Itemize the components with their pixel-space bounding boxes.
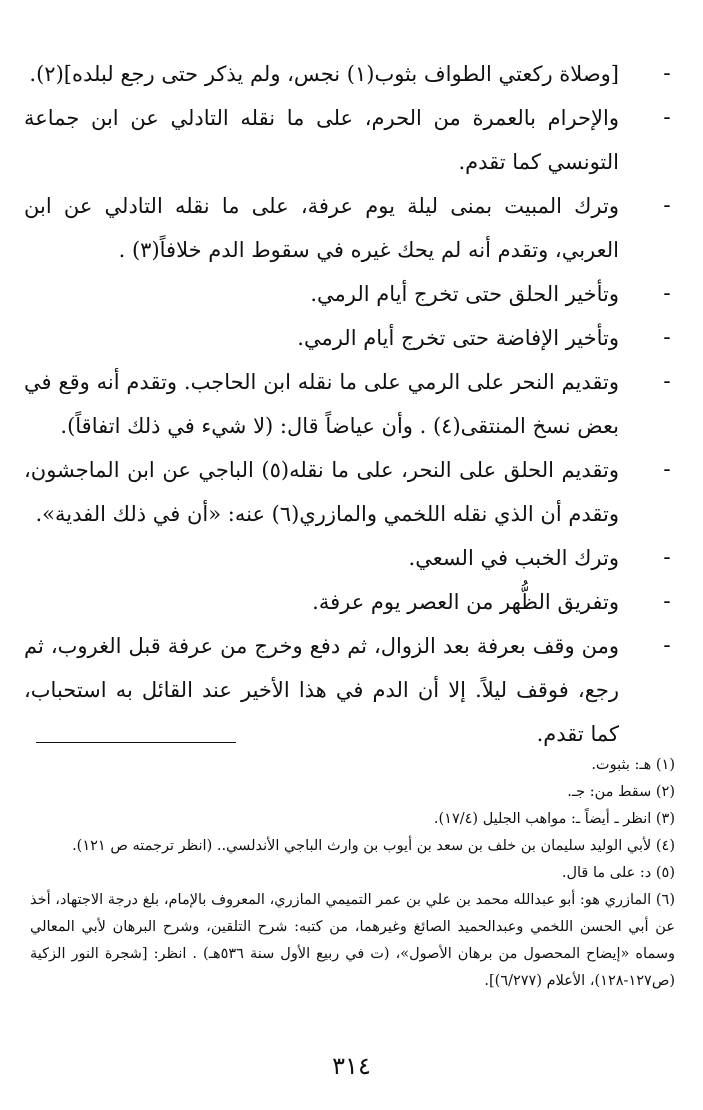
item-text: والإحرام بالعمرة من الحرم، على ما نقله التادلي عن ابن جماعة التونسي كما تقدم. [24,106,619,174]
item-text: وتقديم الحلق على النحر، على ما نقله(٥) الباجي عن ابن الماجشون، وتقدم أن الذي نقله اللخمي والمازري(٦) عنه: «أن في ذلك الفدية». [24,458,619,526]
footnote: (١) هـ: بثبوت. [591,757,675,773]
item-text: [وصلاة ركعتي الطواف بثوب(١) نجس، ولم يذكر حتى رجع لبلده](٢). [29,62,619,86]
list-item [24,272,671,316]
bullet-dash: - [663,281,671,306]
footnote: (٥) د: على ما قال. [561,865,675,881]
list-item [24,184,671,272]
list-item [24,52,671,96]
page-number: ٣١٤ [332,1052,371,1080]
footnote-separator [36,742,236,743]
list-item [24,448,671,536]
item-text: وتأخير الإفاضة حتى تخرج أيام الرمي. [297,326,619,350]
list-item [24,96,671,184]
bullet-dash: - [663,369,671,394]
footnotes [30,752,675,995]
item-text: ومن وقف بعرفة بعد الزوال، ثم دفع وخرج من عرفة قبل الغروب، ثم رجع، فوقف ليلاً. إلا أن الدم في هذا الأخير عند القائل به استحباب، كما تقدم. [24,634,619,746]
item-text: وتقديم النحر على الرمي على ما نقله ابن الحاجب. وتقدم أنه وقع في بعض نسخ المنتقى(٤) . وأن عياضاً قال: (لا شيء في ذلك اتفاقاً). [24,370,619,438]
footnote: (٢) سقط من: جـ. [567,784,675,800]
footnote: (٦) المازري هو: أبو عبدالله محمد بن علي بن عمر التميمي المازري، المعروف بالإمام، بلغ درجة الاجتهاد، أخذ عن أبي الحسن اللخمي وعبدالحميد الصائغ وغيرهما، من كتبه: شرح التلقين، وشرح البرهان لأبي المعالي وسماه «إيضاح المحصول من برهان الأصول»، (ت في ربيع الأول سنة ٥٣٦هـ) . انظر: [شجرة النور الزكية (ص١٢٧-١٢٨)، الأعلام (٦/٢٧٧)]. [30,892,675,989]
list-item [24,580,671,624]
footnote: (٣) انظر ـ أيضاً ـ: مواهب الجليل (١٧/٤). [433,811,675,827]
item-text: وترك الخبب في السعي. [408,546,619,570]
bullet-dash: - [663,193,671,218]
footnote: (٤) لأبي الوليد سليمان بن خلف بن سعد بن أيوب بن وارث الباجي الأندلسي.. (انظر ترجمته ص ١٢١). [72,838,675,854]
bullet-dash: - [663,61,671,86]
list-item [24,624,671,756]
bullet-dash: - [663,325,671,350]
item-text: وتفريق الظُّهر من العصر يوم عرفة. [312,590,619,614]
list-item [24,316,671,360]
list-item [24,536,671,580]
item-text: وترك المبيت بمنى ليلة يوم عرفة، على ما نقله التادلي عن ابن العربي، وتقدم أنه لم يحك غيره في سقوط الدم خلافاً(٣) . [24,194,619,262]
bullet-dash: - [663,545,671,570]
bullet-dash: - [663,633,671,658]
list-item [24,360,671,448]
bullet-dash: - [663,589,671,614]
item-text: وتأخير الحلق حتى تخرج أيام الرمي. [310,282,619,306]
bullet-dash: - [663,457,671,482]
main-text [24,52,671,756]
bullet-dash: - [663,105,671,130]
